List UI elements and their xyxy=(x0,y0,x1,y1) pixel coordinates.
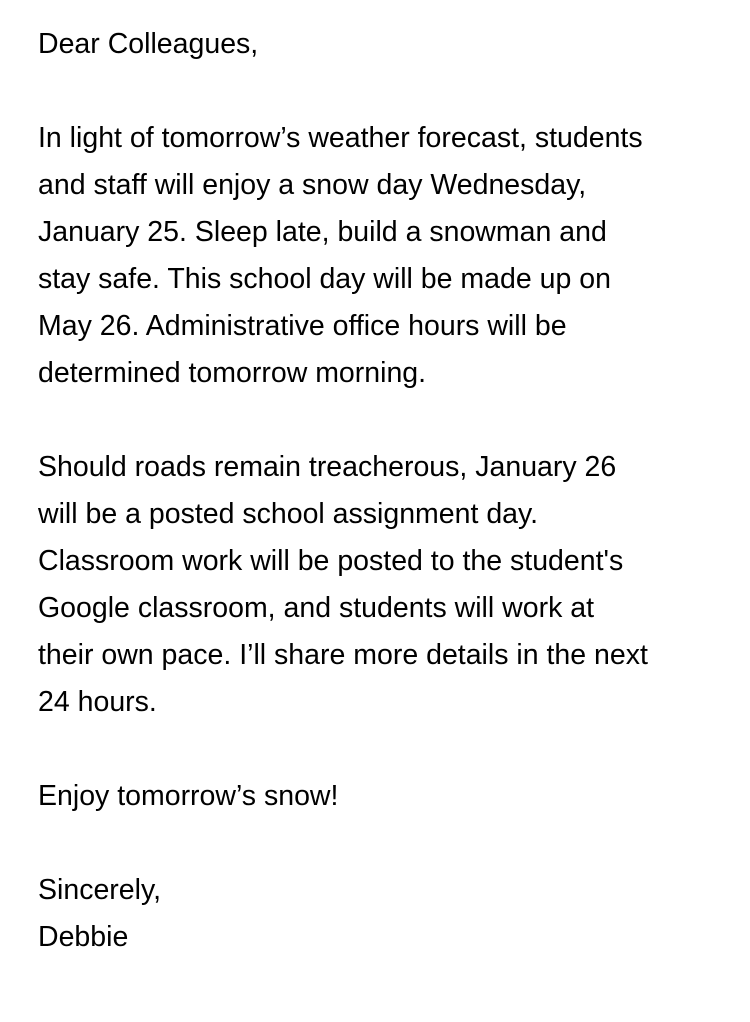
paragraph-line: January 25. Sleep late, build a snowman and xyxy=(38,216,607,248)
paragraph-line: determined tomorrow morning. xyxy=(38,357,427,389)
greeting xyxy=(38,21,728,68)
paragraph-snow-day xyxy=(38,115,728,397)
paragraph-line: their own pace. I’ll share more details in the next xyxy=(38,639,648,671)
paragraph-line: In light of tomorrow’s weather forecast, students xyxy=(38,122,643,154)
paragraph-line: Classroom work will be posted to the student's xyxy=(38,545,624,577)
paragraph-line: Google classroom, and students will work at xyxy=(38,592,595,624)
paragraph-line: Enjoy tomorrow’s snow! xyxy=(38,780,339,812)
paragraph-line: stay safe. This school day will be made up on xyxy=(38,263,611,295)
closing: Sincerely, xyxy=(38,874,162,906)
paragraph-assignment-day xyxy=(38,444,728,726)
signature: Debbie xyxy=(38,921,129,953)
paragraph-line: May 26. Administrative office hours will be xyxy=(38,310,567,342)
paragraph-line: Should roads remain treacherous, January 26 xyxy=(38,451,617,483)
paragraph-line: and staff will enjoy a snow day Wednesday, xyxy=(38,169,587,201)
letter-body xyxy=(38,21,728,961)
paragraph-line: 24 hours. xyxy=(38,686,157,718)
paragraph-line: will be a posted school assignment day. xyxy=(38,498,539,530)
signoff xyxy=(38,867,728,961)
greeting-line: Dear Colleagues, xyxy=(38,28,259,60)
paragraph-enjoy xyxy=(38,773,728,820)
